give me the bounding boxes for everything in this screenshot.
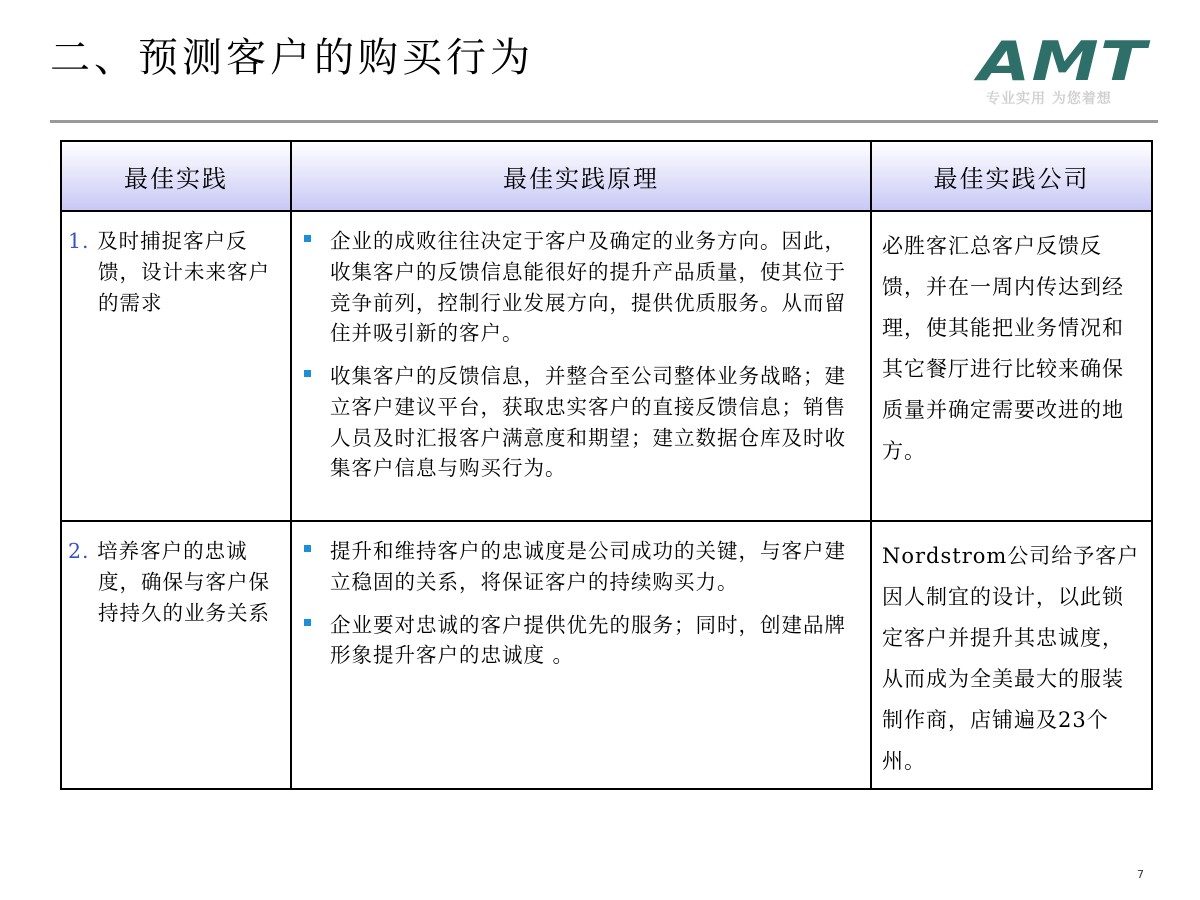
principle-cell xyxy=(291,521,871,789)
header-practice-company: 最佳实践公司 xyxy=(871,141,1152,211)
principle-item xyxy=(298,536,864,598)
practice-text: 培养客户的忠诚度，确保与客户保持持久的业务关系 xyxy=(97,539,270,625)
company-cell: Nordstrom公司给予客户因人制宜的设计，以此锁定客户并提升其忠诚度，从而成为全美最大的服装制作商，店铺遍及23个州。 xyxy=(871,521,1152,789)
principle-text: 企业要对忠诚的客户提供优先的服务；同时，创建品牌形象提升客户的忠诚度 。 xyxy=(330,612,846,668)
table-row xyxy=(61,211,1152,521)
logo-tagline: 专业实用 为您着想 xyxy=(986,91,1112,107)
principle-item xyxy=(298,361,864,484)
principle-cell xyxy=(291,211,871,521)
square-bullet-icon xyxy=(304,235,311,242)
best-practice-table xyxy=(60,140,1153,790)
square-bullet-icon xyxy=(304,370,311,377)
principle-text: 企业的成败往往决定于客户及确定的业务方向。因此，收集客户的反馈信息能很好的提升产品质量，使其位于竞争前列，控制行业发展方向，提供优质服务。从而留住并吸引新的客户。 xyxy=(330,229,846,346)
square-bullet-icon xyxy=(304,619,311,626)
amt-logo xyxy=(976,30,1166,108)
logo-mark: AMT xyxy=(978,30,1148,93)
principle-item xyxy=(298,226,864,349)
title-divider xyxy=(50,120,1158,123)
table-row xyxy=(61,521,1152,789)
header-practice-principle: 最佳实践原理 xyxy=(291,141,871,211)
header-best-practice: 最佳实践 xyxy=(61,141,291,211)
principle-text: 收集客户的反馈信息，并整合至公司整体业务战略；建立客户建议平台，获取忠实客户的直接反馈信息；销售人员及时汇报客户满意度和期望；建立数据仓库及时收集客户信息与购买行为。 xyxy=(330,364,846,481)
principle-item xyxy=(298,610,864,672)
practice-cell xyxy=(61,211,291,521)
practice-number: 2. xyxy=(68,539,90,563)
page-number: 7 xyxy=(1137,868,1144,881)
company-cell: 必胜客汇总客户反馈反馈，并在一周内传达到经理，使其能把业务情况和其它餐厅进行比较来确保质量并确定需要改进的地方。 xyxy=(871,211,1152,521)
practice-cell xyxy=(61,521,291,789)
square-bullet-icon xyxy=(304,545,311,552)
principle-text: 提升和维持客户的忠诚度是公司成功的关键，与客户建立稳固的关系，将保证客户的持续购买力。 xyxy=(330,539,846,594)
practice-text: 及时捕捉客户反馈，设计未来客户的需求 xyxy=(97,229,270,315)
page-title: 二、预测客户的购买行为 xyxy=(50,35,534,81)
table-header-row xyxy=(61,141,1152,211)
practice-number: 1. xyxy=(68,229,90,253)
